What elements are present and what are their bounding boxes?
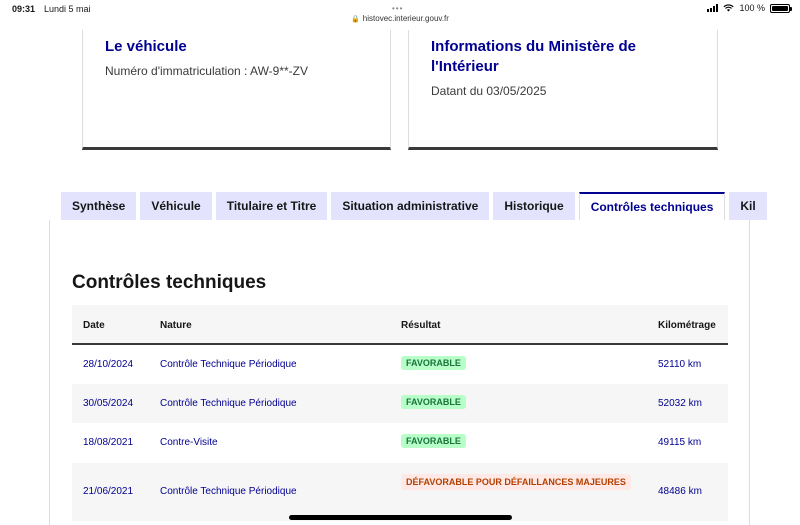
url-text: histovec.interieur.gouv.fr [362,14,449,23]
row-nature: Contre-Visite [160,437,218,448]
table-row [72,384,728,423]
row-km: 49115 km [658,437,702,448]
ministry-card-title-line2: l'Intérieur [431,58,499,75]
vehicle-card-title: Le véhicule [105,38,187,55]
result-badge: FAVORABLE [401,395,466,409]
battery-icon [770,4,790,13]
row-km: 52032 km [658,398,702,409]
table-header [72,305,728,345]
vehicle-card [82,30,391,150]
battery-percent: 100 % [739,3,765,13]
status-time: 09:31 [12,4,36,14]
table-row [72,345,728,384]
wifi-icon [723,4,734,12]
address-bar[interactable] [0,14,800,23]
result-badge: FAVORABLE [401,434,466,448]
row-nature: Contrôle Technique Périodique [160,398,297,409]
registration-number: Numéro d'immatriculation : AW-9**-ZV [105,64,309,78]
tab-bar [61,192,756,220]
header-result: Résultat [401,320,441,331]
header-date: Date [83,320,105,331]
cellular-signal-icon [707,4,718,12]
tab-situation-administrative[interactable]: Situation administrative [331,192,489,220]
section-title: Contrôles techniques [72,272,267,293]
row-km: 48486 km [658,486,702,497]
home-indicator[interactable] [289,515,512,520]
result-badge: DÉFAVORABLE POUR DÉFAILLANCES MAJEURES [401,474,631,490]
inspections-table [72,305,728,521]
ministry-card-date: Datant du 03/05/2025 [431,84,547,98]
multitasking-dots-icon[interactable]: ••• [392,4,404,13]
row-km: 52110 km [658,359,702,370]
tab-titulaire-et-titre[interactable]: Titulaire et Titre [216,192,328,220]
ministry-card-title-line1: Informations du Ministère de [431,38,637,55]
ministry-card [408,30,718,150]
status-indicators [707,3,790,13]
tab-kilometrage[interactable]: Kil [729,192,766,220]
header-nature: Nature [160,320,192,331]
status-bar [0,0,800,30]
result-badge: FAVORABLE [401,356,466,370]
status-date: Lundi 5 mai [44,4,91,14]
tab-historique[interactable]: Historique [493,192,574,220]
row-date: 28/10/2024 [83,359,134,370]
row-nature: Contrôle Technique Périodique [160,486,297,497]
tab-controles-techniques[interactable]: Contrôles techniques [579,192,726,220]
header-km: Kilométrage [658,320,716,331]
row-nature: Contrôle Technique Périodique [160,359,297,370]
tab-synthese[interactable]: Synthèse [61,192,136,220]
row-date: 30/05/2024 [83,398,134,409]
tab-vehicule[interactable]: Véhicule [140,192,211,220]
row-date: 18/08/2021 [83,437,134,448]
row-date: 21/06/2021 [83,486,134,497]
lock-icon: 🔒 [351,16,360,23]
table-row [72,423,728,463]
table-row [72,463,728,521]
